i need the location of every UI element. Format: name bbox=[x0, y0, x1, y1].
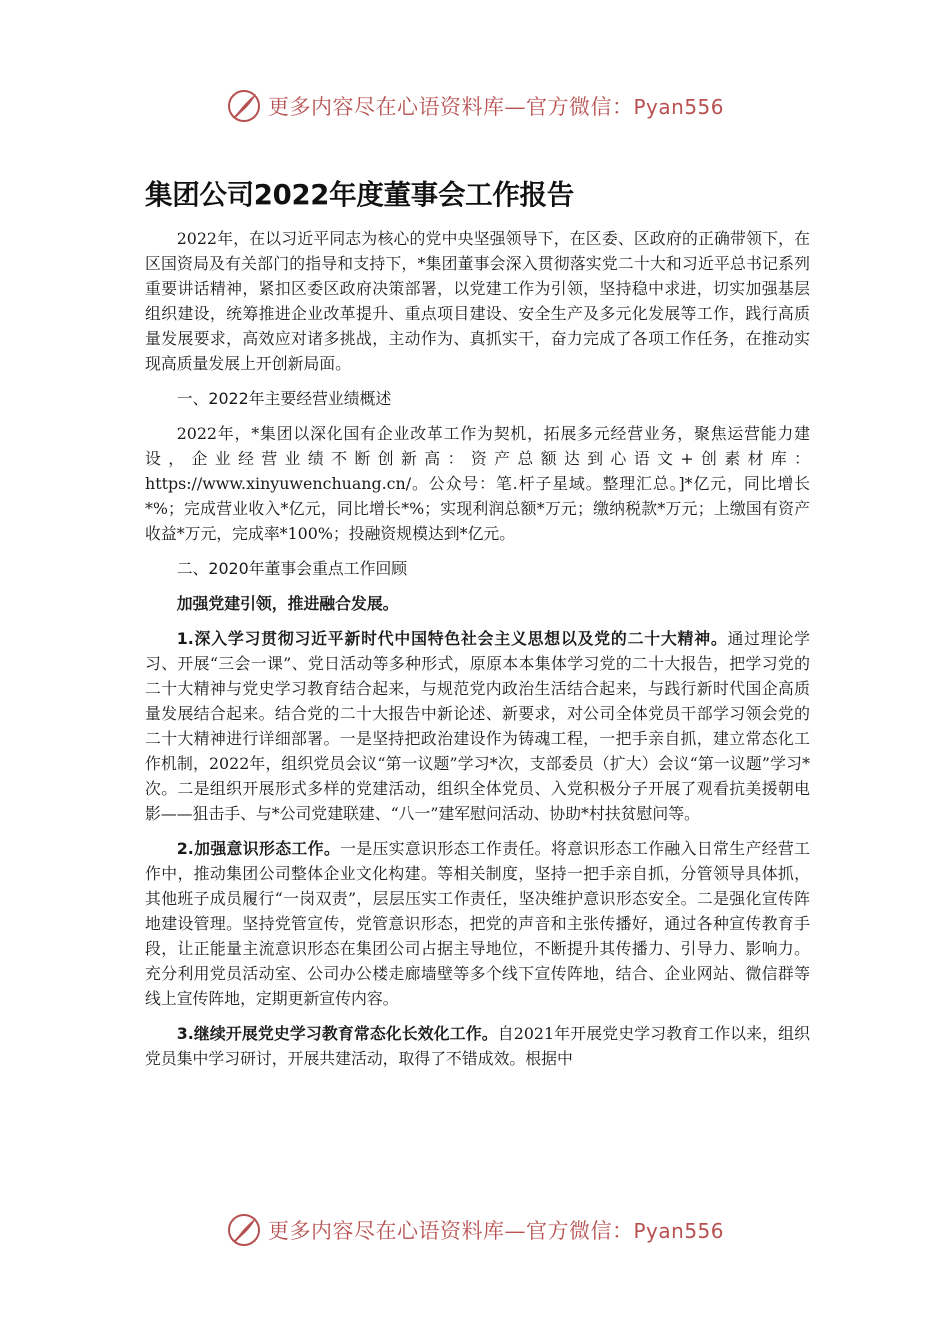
item2-body: 一是压实意识形态工作责任。将意识形态工作融入日常生产经营工作中，推动集团公司整体企业文化构建。等相关制度，坚持一把手亲自抓，分管领导具体抓，其他班子成员履行“一岗双责”，层层压实工作责任，坚决维护意识形态安全。二是强化宣传阵地建设管理。坚持党管宣传，党管意识形态，把党的声音和主张传播好，通过各种宣传教育手段，让正能量主流意识形态在集团公司占据主导地位，不断提升其传播力、引导力、影响力。充分利用党员活动室、公司办公楼走廊墙壁等多个线下宣传阵地，结合、企业网站、微信群等线上宣传阵地，定期更新宣传内容。 bbox=[145, 839, 810, 1008]
banner-wechat-id: Pyan556 bbox=[633, 1219, 724, 1243]
banner-text: 更多内容尽在心语资料库—官方微信：Pyan556 bbox=[267, 1219, 724, 1243]
quill-logo-icon bbox=[226, 1212, 262, 1248]
section1-heading: 一、2022年主要经营业绩概述 bbox=[176, 389, 392, 408]
item1-paragraph bbox=[145, 626, 810, 826]
intro-paragraph: 2022年，在以习近平同志为核心的党中央坚强领导下，在区委、区政府的正确带领下，在区国资局及有关部门的指导和支持下，*集团董事会深入贯彻落实党二十大和习近平总书记系列重要讲话精神，紧扣区委区政府决策部署，以党建工作为引领，坚持稳中求进，切实加强基层组织建设，统筹推进企业改革提升、重点项目建设、安全生产及多元化发展等工作，践行高质量发展要求，高效应对诸多挑战，主动作为、真抓实干，奋力完成了各项工作任务，在推动实现高质量发展上开创新局面。 bbox=[145, 229, 810, 373]
item3-lead: 3.继续开展党史学习教育常态化长效化工作。 bbox=[176, 1024, 498, 1043]
document-body bbox=[145, 172, 810, 1081]
banner-text: 更多内容尽在心语资料库—官方微信：Pyan556 bbox=[267, 95, 724, 119]
section1-paragraph: 2022年，*集团以深化国有企业改革工作为契机，拓展多元经营业务，聚焦运营能力建设，企业经营业绩不断创新高：资产总额达到心语文+创素材库：https://www.xinyuwenchuang.cn/。公众号：笔.杆子星域。整理汇总。]*亿元，同比增长*%；完成营业收入*亿元，同比增长*%；实现利润总额*万元；缴纳税款*万元；上缴国有资产收益*万元，完成率*100%；投融资规模达到*亿元。 bbox=[145, 424, 810, 543]
item2-lead: 2.加强意识形态工作。 bbox=[176, 839, 341, 858]
item1-body: 通过理论学习、开展“三会一课”、党日活动等多种形式，原原本本集体学习党的二十大报告，把学习党的二十大精神与党史学习教育结合起来，与规范党内政治生活结合起来，与践行新时代国企高质量发展结合起来。结合党的二十大报告中新论述、新要求，对公司全体党员干部学习领会党的二十大精神进行详细部署。一是坚持把政治建设作为铸魂工程，一把手亲自抓，建立常态化工作机制，2022年，组织党员会议“第一议题”学习*次，支部委员（扩大）会议“第一议题”学习*次。二是组织开展形式多样的党建活动，组织全体党员、入党积极分子开展了观看抗美援朝电影——狙击手、与*公司党建联建、“八一”建军慰问活动、协助*村扶贫慰问等。 bbox=[145, 629, 810, 823]
banner-wechat-id: Pyan556 bbox=[633, 95, 724, 119]
item3-body: 自2021年开展党史学习教育工作以来，组织党员集中学习研讨，开展共建活动，取得了不错成效。根据中 bbox=[145, 1024, 811, 1068]
header-watermark-banner bbox=[0, 84, 950, 128]
section2-heading: 二、2020年董事会重点工作回顾 bbox=[176, 559, 408, 578]
document-title: 集团公司2022年度董事会工作报告 bbox=[145, 179, 574, 211]
footer-watermark-banner bbox=[0, 1208, 950, 1252]
item3-paragraph bbox=[145, 1021, 810, 1071]
item1-lead: 1.深入学习贯彻习近平新时代中国特色社会主义思想以及党的二十大精神。 bbox=[176, 629, 728, 648]
section2-subheading: 加强党建引领，推进融合发展。 bbox=[176, 594, 399, 613]
quill-logo-icon bbox=[226, 88, 262, 124]
item2-paragraph bbox=[145, 836, 810, 1011]
